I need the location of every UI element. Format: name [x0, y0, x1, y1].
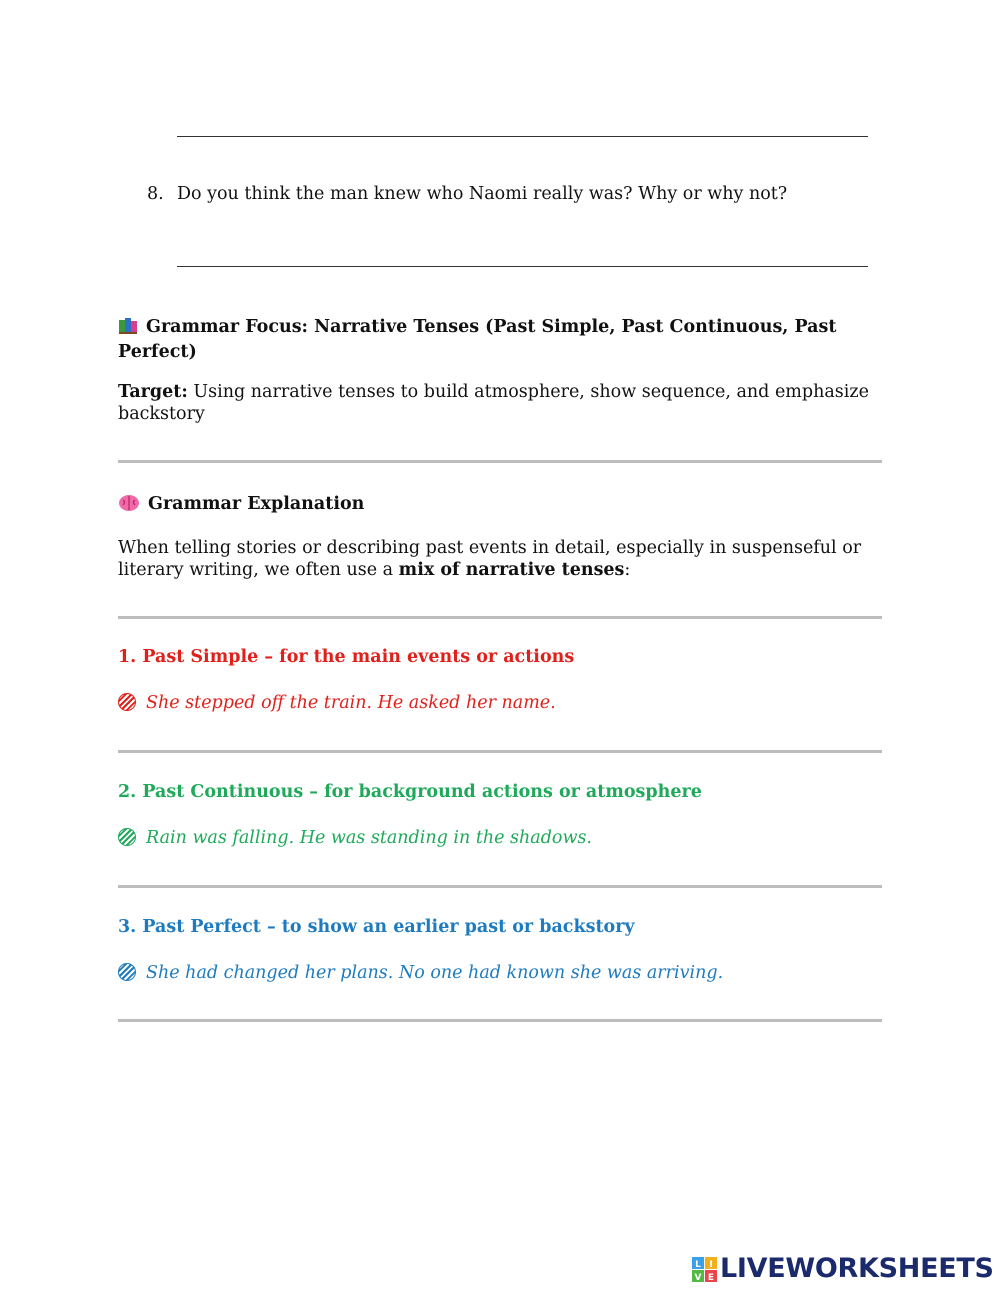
- red-circle-icon: [118, 693, 136, 711]
- tense-2-example-row: [118, 827, 592, 849]
- divider-3: [118, 750, 882, 753]
- tense-1-heading: 1. Past Simple – for the main events or actions: [118, 647, 575, 667]
- explanation-paragraph: [118, 537, 878, 581]
- logo-letter-e: E: [707, 1273, 715, 1283]
- tense-3-example: She had changed her plans. No one had known she was arriving.: [146, 963, 724, 983]
- target-label: Target:: [118, 382, 188, 402]
- explanation-heading: [118, 493, 364, 518]
- books-icon: [118, 317, 138, 341]
- grammar-focus-heading: [118, 316, 838, 363]
- target-text: Using narrative tenses to build atmosphere, show sequence, and emphasize backstory: [118, 382, 869, 424]
- tense-2-heading: 2. Past Continuous – for background actions or atmosphere: [118, 782, 702, 802]
- logo-letter-l: L: [695, 1260, 701, 1270]
- question-text: Do you think the man knew who Naomi really was? Why or why not?: [177, 184, 788, 204]
- brain-icon: [118, 494, 140, 518]
- explanation-text-before: When telling stories or describing past events in detail, especially in suspenseful or literary writing, we often use a: [118, 538, 862, 580]
- divider-1: [118, 460, 882, 463]
- liveworksheets-logo[interactable]: [692, 1253, 992, 1287]
- target-paragraph: [118, 381, 878, 425]
- tense-3-example-row: [118, 962, 723, 984]
- divider-2: [118, 616, 882, 619]
- divider-5: [118, 1019, 882, 1022]
- tense-3-heading: 3. Past Perfect – to show an earlier past or backstory: [118, 917, 635, 937]
- logo-letter-v: V: [694, 1273, 702, 1283]
- logo-letter-i: I: [709, 1260, 713, 1270]
- grammar-focus-title: Grammar Focus: Narrative Tenses (Past Simple, Past Continuous, Past Perfect): [118, 317, 837, 362]
- tense-1-example: She stepped off the train. He asked her name.: [146, 693, 556, 713]
- divider-4: [118, 885, 882, 888]
- live-blocks-icon: [692, 1257, 718, 1283]
- question-8: [147, 183, 907, 205]
- explanation-text-after: :: [624, 560, 631, 580]
- explanation-title: Grammar Explanation: [148, 494, 365, 514]
- question-number: 8.: [147, 184, 164, 204]
- blue-circle-icon: [118, 963, 136, 981]
- tense-2-example: Rain was falling. He was standing in the shadows.: [146, 828, 592, 848]
- tense-1-example-row: [118, 692, 556, 714]
- brand-name: LIVEWORKSHEETS: [720, 1253, 994, 1284]
- answer-line-7[interactable]: [177, 136, 868, 137]
- green-circle-icon: [118, 828, 136, 846]
- answer-line-8[interactable]: [177, 266, 868, 267]
- explanation-text-bold: mix of narrative tenses: [398, 560, 625, 580]
